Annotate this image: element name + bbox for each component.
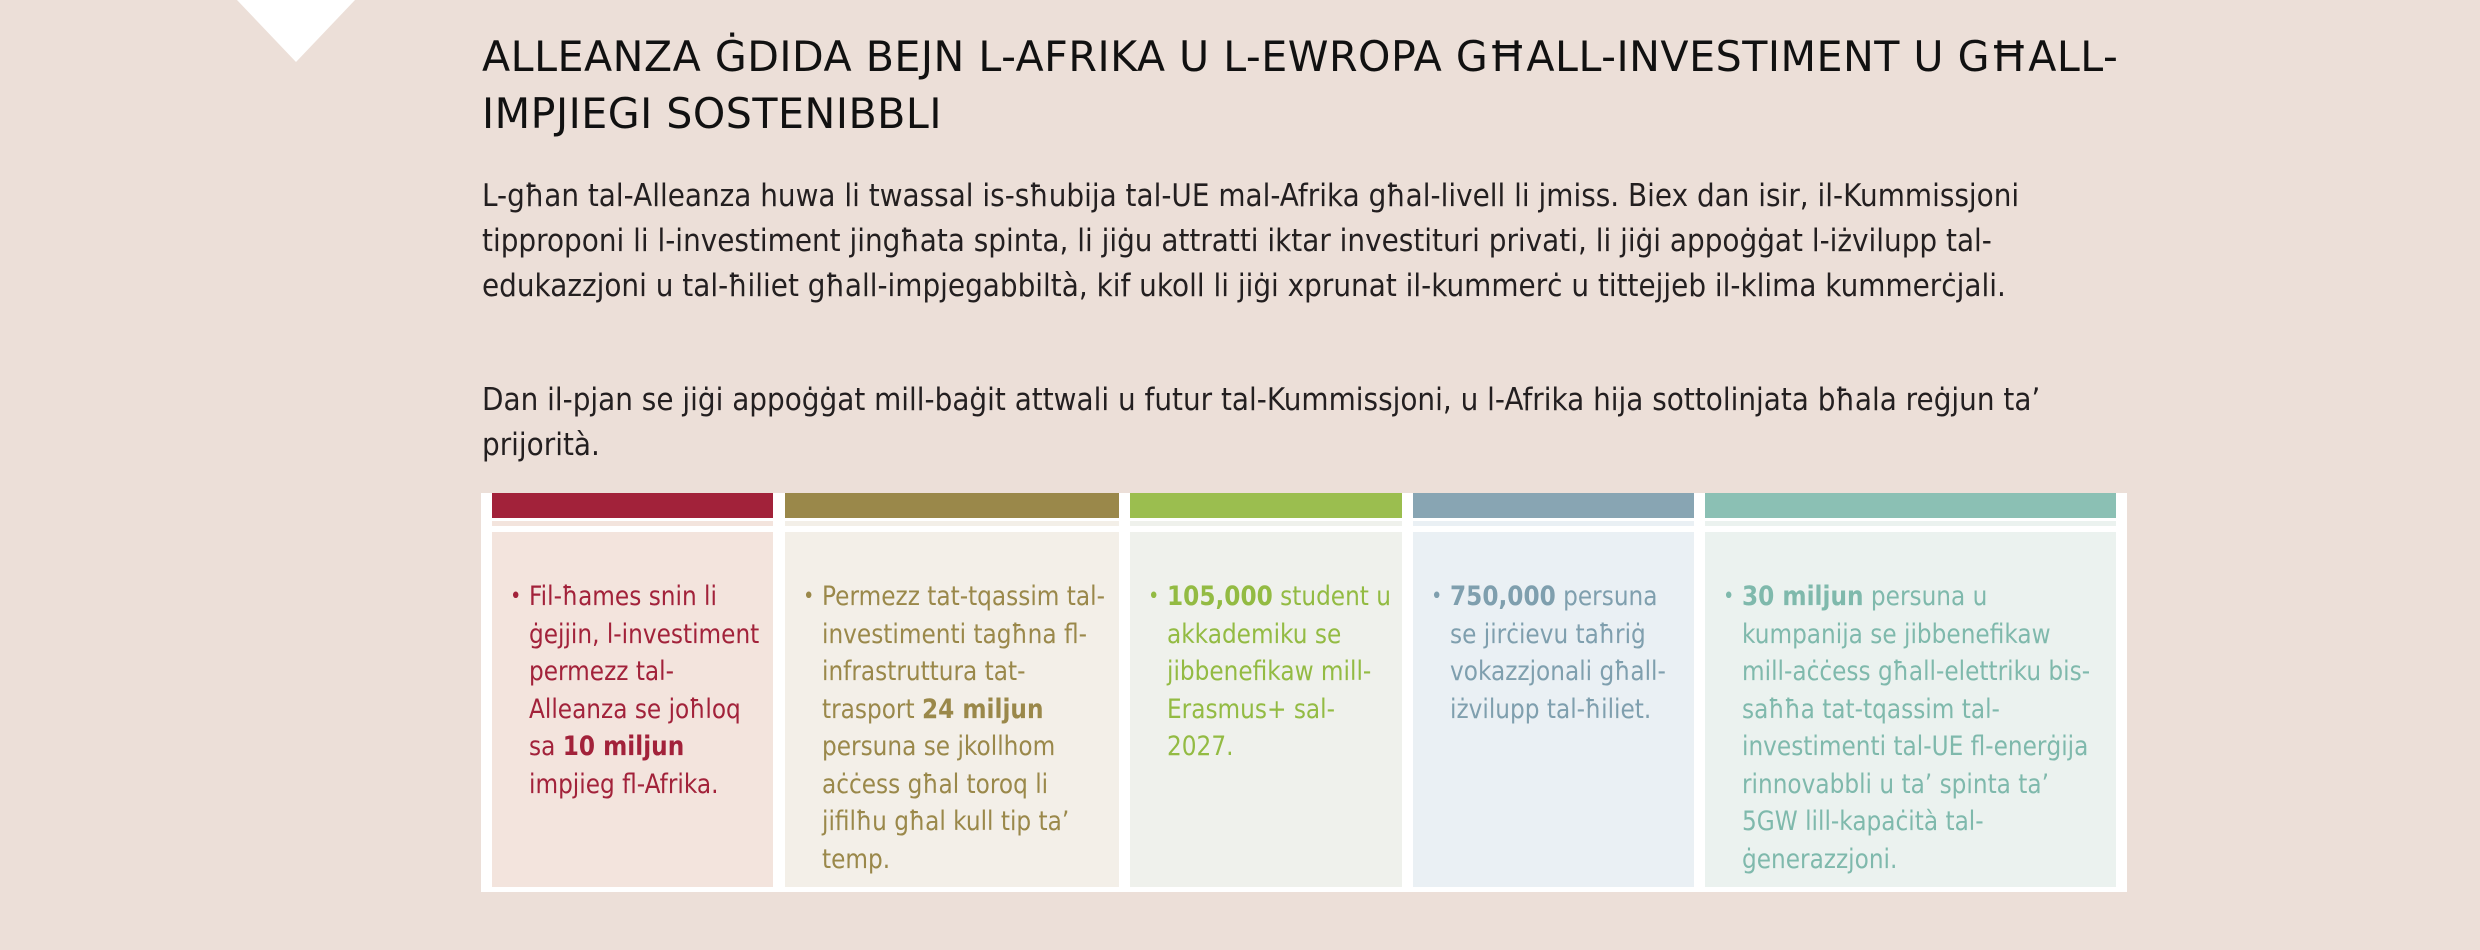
card-stripe [1705,521,2116,526]
card-color-bar [1130,493,1402,518]
list-item: • Fil-ħames snin li ġejjin, l-investiment permezz tal-Alleanza se joħloq sa 10 miljun impjieg fl-Afrika. [529,578,762,803]
card-body [1705,532,2116,887]
card-color-bar [785,493,1119,518]
page-title: ALLEANZA ĠDIDA BEJN L-AFRIKA U L-EWROPA GĦALL-INVESTIMENT U GĦALL-IMPJIEGI SOSTENIBBLI [482,32,2119,138]
bullet-icon: • [803,584,815,609]
card-body [1130,532,1402,887]
highlight-figure: 750,000 [1450,581,1556,612]
card-stripe [492,521,773,526]
card-electricity [1705,493,2116,887]
card-list [1723,578,2106,878]
card-color-bar [492,493,773,518]
card-color-bar [1705,493,2116,518]
bullet-icon: • [1431,584,1443,609]
top-notch-decoration [237,0,355,62]
bullet-icon: • [1723,584,1735,609]
list-item: • Permezz tat-tqassim tal-investimenti tagħna fl-infrastruttura tat-trasport 24 miljun persuna se jkollhom aċċess għal toroq li jifilħu għal kull tip ta’ temp. [822,578,1108,878]
card-body [785,532,1119,887]
bullet-icon: • [1148,584,1160,609]
card-stripe [785,521,1119,526]
card-vocational-training [1413,493,1694,887]
list-item: • 750,000 persuna se jirċievu taħriġ vokazzjonali għall-iżvilupp tal-ħiliet. [1450,578,1683,728]
card-body [1413,532,1694,887]
highlight-figure: 24 miljun [921,693,1044,725]
bullet-icon: • [510,584,522,609]
key-figures-panel [481,493,2127,892]
highlight-figure: 105,000 [1167,581,1273,612]
card-list [803,578,1109,878]
highlight-figure: 30 miljun [1742,581,1864,612]
card-jobs [492,493,773,887]
intro-paragraph: L-għan tal-Alleanza huwa li twassal is-sħubija tal-UE mal-Afrika għal-livell li jmiss. Biex dan isir, il-Kummissjoni tipproponi li l-investiment jingħata spinta, li jiġu attratti iktar investituri privati, li jiġi appoġġat l-iżvilupp tal-edukazzjoni u tal-ħiliet għall-impjegabbiltà, kif ukoll li jiġi xprunat il-kummerċ u tittejjeb il-klima kummerċjali. [482,178,2020,304]
card-list [1431,578,1684,728]
card-transport [785,493,1119,887]
list-item: • 105,000 student u akkademiku se jibbenefikaw mill-Erasmus+ sal-2027. [1167,578,1391,766]
card-stripe [1130,521,1402,526]
list-item: • 30 miljun persuna u kumpanija se jibbenefikaw mill-aċċess għall-elettriku bis-saħħa tat-tqassim tal-investimenti tal-UE fl-enerġija rinnovabbli u ta’ spinta ta’ 5GW lill-kapaċità tal-ġenerazzjoni. [1742,578,2105,878]
card-body [492,532,773,887]
card-list [1148,578,1392,766]
budget-paragraph: Dan il-pjan se jiġi appoġġat mill-baġit attwali u futur tal-Kummissjoni, u l-Afrika hija sottolinjata bħala reġjun ta’ prijorità. [482,382,2041,463]
card-color-bar [1413,493,1694,518]
highlight-figure: 10 miljun [562,731,685,762]
card-stripe [1413,521,1694,526]
card-erasmus [1130,493,1402,887]
card-list [510,578,763,803]
